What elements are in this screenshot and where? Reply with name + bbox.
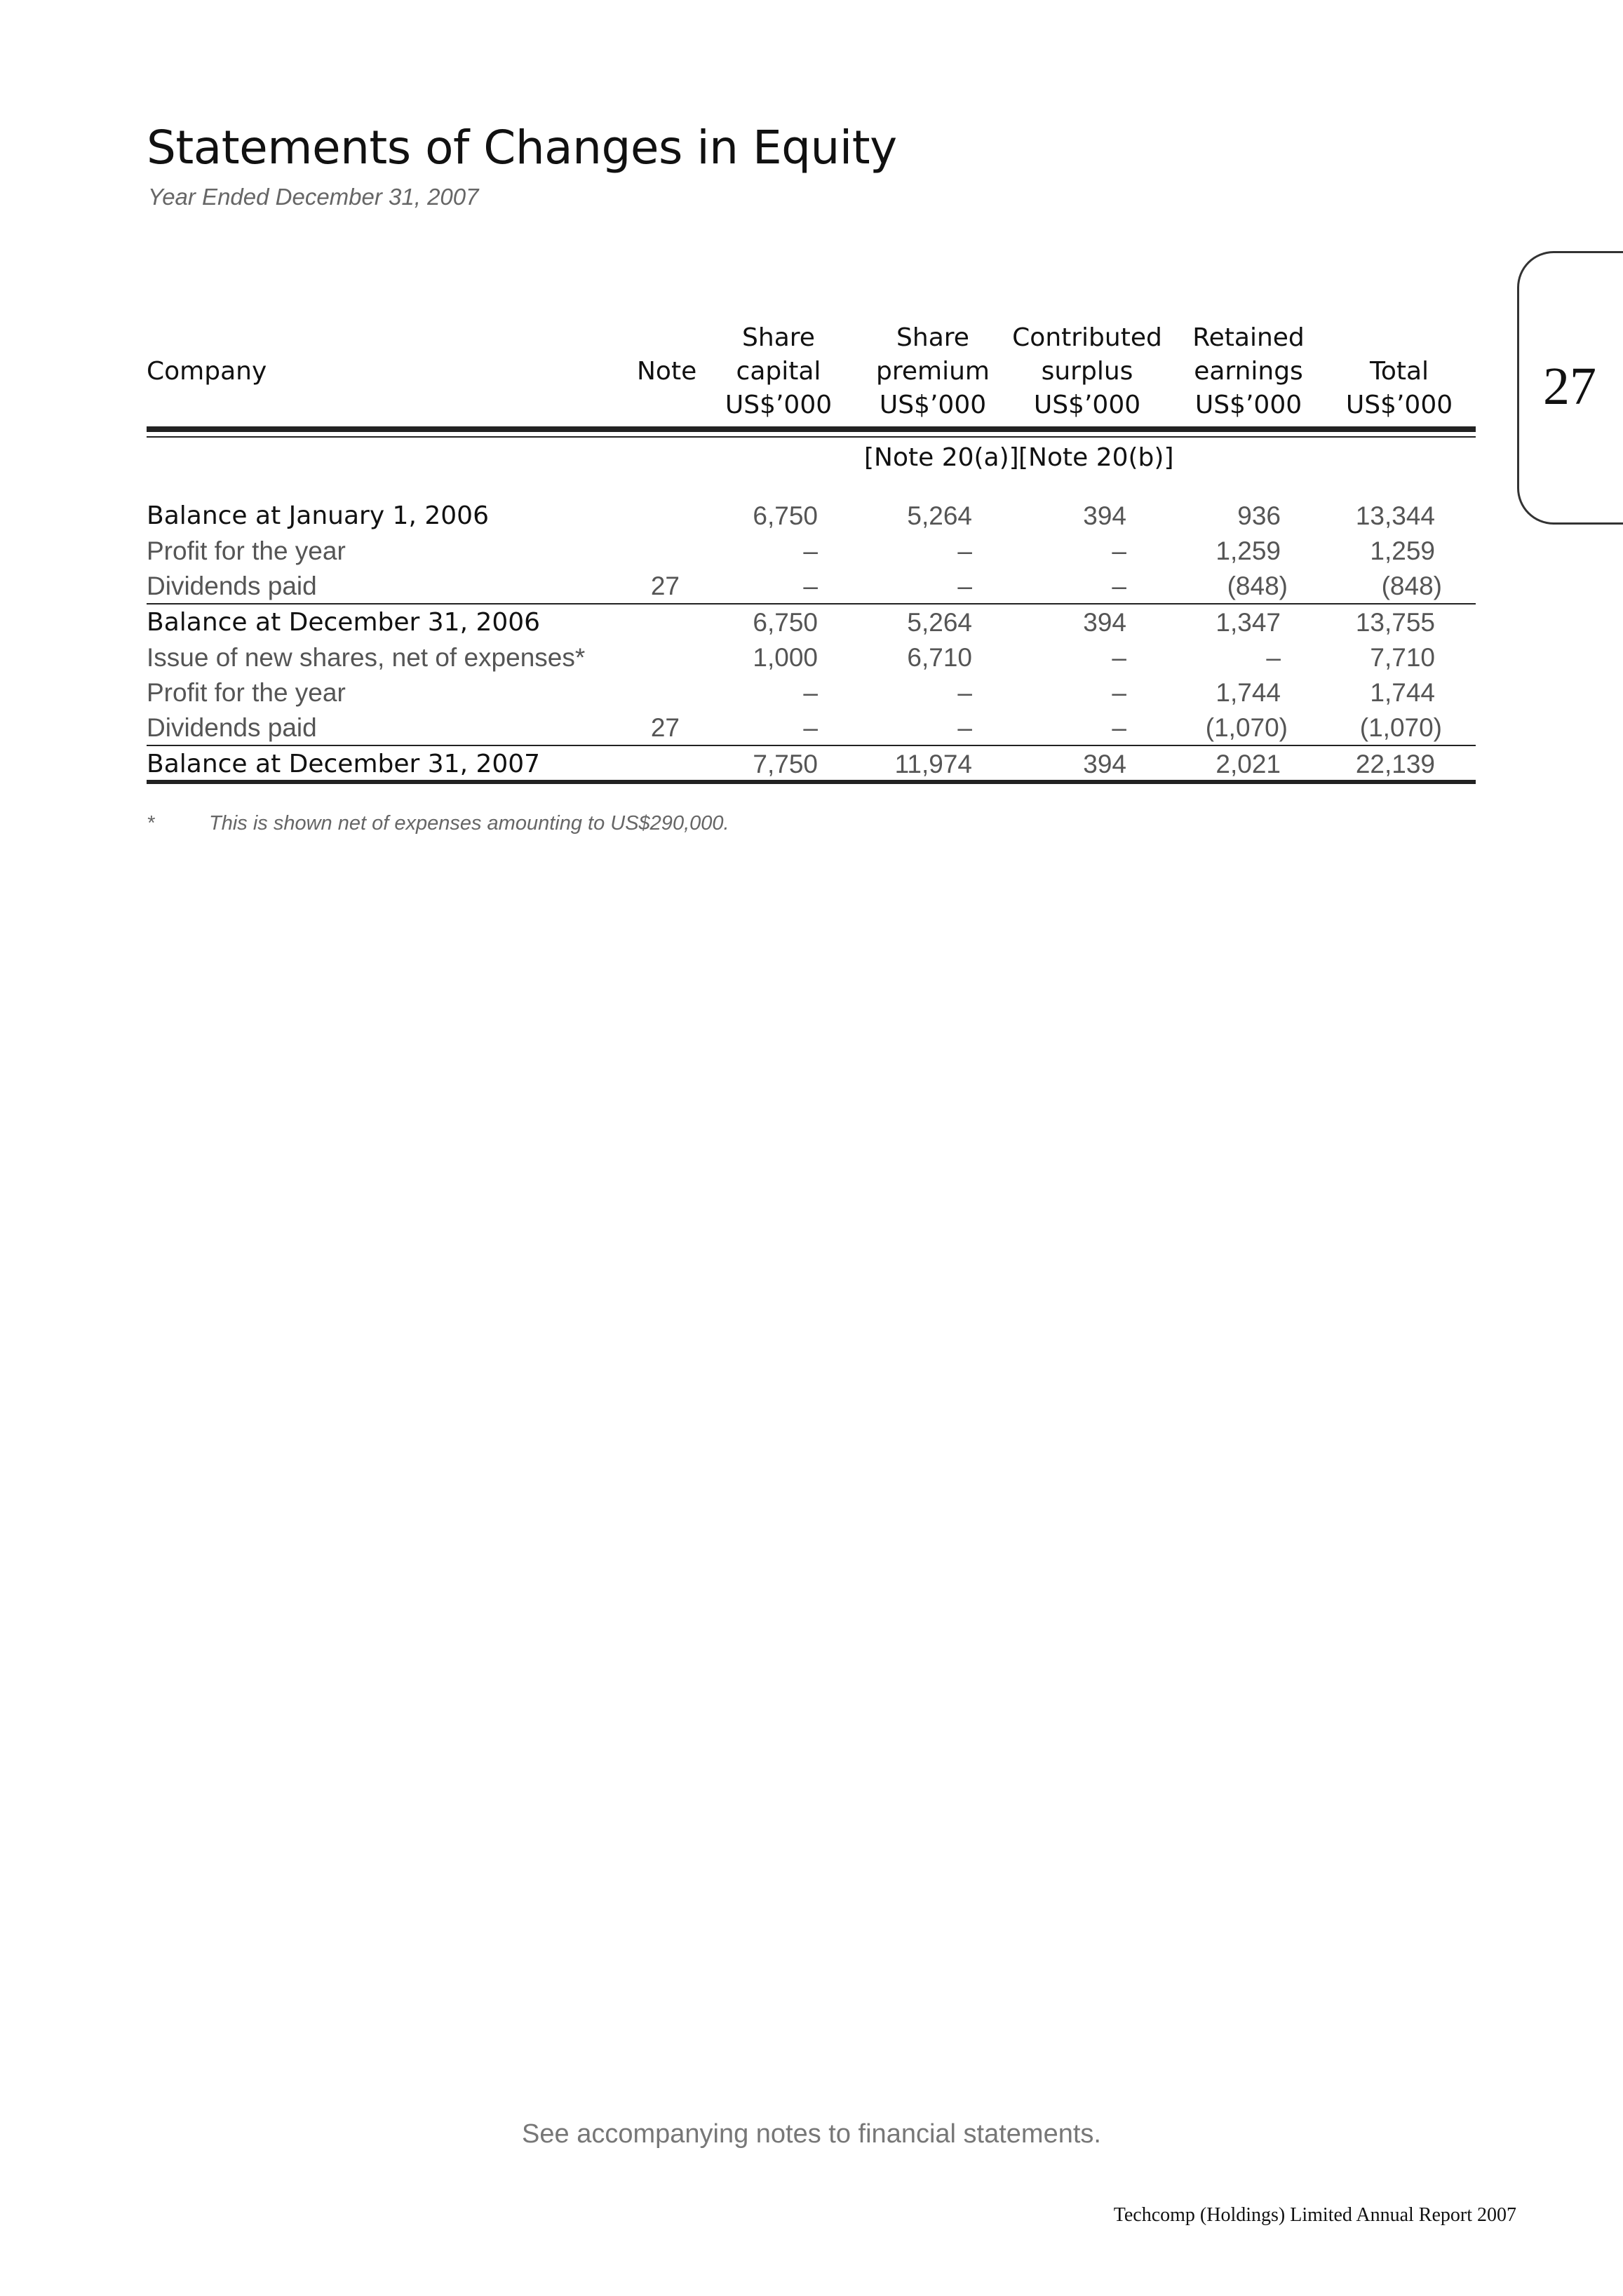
col-header-retained-earnings: Retained earnings US$’000	[1192, 323, 1305, 419]
cell-retained-earnings: 1,744	[1215, 678, 1281, 707]
cell-retained-earnings: 1,347	[1215, 608, 1281, 637]
share-premium-note-ref: [Note 20(a)]	[864, 443, 1019, 472]
footnote-text: This is shown net of expenses amounting to US$290,000.	[209, 812, 729, 835]
cell-total: 13,344	[1355, 501, 1435, 530]
cell-total: 13,755	[1355, 608, 1435, 637]
row-label: Balance at December 31, 2007	[147, 750, 541, 778]
cell-contributed-surplus: 394	[1083, 608, 1126, 637]
cell-share-capital: 7,750	[753, 750, 818, 778]
cell-share-capital: 1,000	[753, 643, 818, 672]
cell-contributed-surplus: 394	[1083, 501, 1126, 530]
cell-contributed-surplus: –	[1112, 678, 1126, 707]
cell-share-premium: 11,974	[894, 750, 972, 778]
cell-retained-earnings: 2,021	[1215, 750, 1281, 778]
cell-total: 7,710	[1370, 643, 1435, 672]
cell-share-premium: 5,264	[907, 501, 972, 530]
col-header-share-capital: Share capital US$’000	[725, 323, 833, 419]
cell-note: 27	[650, 572, 680, 600]
cell-share-premium: 5,264	[907, 608, 972, 637]
cell-share-premium: –	[957, 536, 972, 565]
cell-share-capital: –	[803, 713, 818, 742]
cell-retained-earnings: (1,070)	[1205, 713, 1288, 742]
table-row	[0, 499, 1623, 534]
table-row	[0, 534, 1623, 569]
cell-share-premium: –	[957, 572, 972, 600]
col-header-note: Note	[637, 357, 697, 386]
subtotal-rule-2007	[147, 745, 1476, 746]
row-label: Issue of new shares, net of expenses*	[147, 643, 586, 672]
report-footer: Techcomp (Holdings) Limited Annual Report 2007	[1113, 2204, 1516, 2226]
cell-total: 22,139	[1355, 750, 1435, 778]
cell-note: 27	[650, 713, 680, 742]
row-label: Dividends paid	[147, 572, 317, 600]
cell-retained-earnings: 1,259	[1215, 536, 1281, 565]
cell-contributed-surplus: –	[1112, 536, 1126, 565]
table-row	[0, 710, 1623, 745]
footnote-marker: *	[147, 812, 155, 835]
table-row	[0, 675, 1623, 710]
col-header-company: Company	[147, 357, 267, 386]
page-title: Statements of Changes in Equity	[147, 121, 897, 175]
cell-share-premium: 6,710	[907, 643, 972, 672]
col-header-share-premium: Share premium US$’000	[876, 323, 990, 419]
row-label: Dividends paid	[147, 713, 317, 742]
cell-total: 1,259	[1370, 536, 1435, 565]
cell-total: (848)	[1381, 572, 1442, 600]
page-number: 27	[1543, 357, 1596, 416]
table-row	[0, 640, 1623, 675]
cell-contributed-surplus: –	[1112, 572, 1126, 600]
row-label: Profit for the year	[147, 678, 346, 707]
cell-contributed-surplus: –	[1112, 713, 1126, 742]
header-rule-thin	[147, 436, 1476, 438]
see-notes-text: See accompanying notes to financial statements.	[522, 2119, 1101, 2149]
col-header-contributed-surplus: Contributed surplus US$’000	[1012, 323, 1162, 419]
table-row	[0, 569, 1623, 604]
col-header-total: Total US$’000	[1345, 357, 1453, 419]
header-rule-thick	[147, 426, 1476, 432]
cell-share-capital: –	[803, 572, 818, 600]
cell-retained-earnings: (848)	[1227, 572, 1288, 600]
table-row	[0, 747, 1623, 782]
cell-share-capital: 6,750	[753, 501, 818, 530]
cell-contributed-surplus: –	[1112, 643, 1126, 672]
cell-share-capital: –	[803, 678, 818, 707]
page-subtitle: Year Ended December 31, 2007	[148, 184, 479, 210]
cell-share-premium: –	[957, 713, 972, 742]
cell-total: (1,070)	[1359, 713, 1442, 742]
cell-retained-earnings: –	[1266, 643, 1281, 672]
cell-total: 1,744	[1370, 678, 1435, 707]
cell-retained-earnings: 936	[1237, 501, 1281, 530]
cell-share-capital: 6,750	[753, 608, 818, 637]
subtotal-rule-2006	[147, 603, 1476, 605]
row-label: Balance at January 1, 2006	[147, 501, 489, 530]
row-label: Profit for the year	[147, 536, 346, 565]
cell-contributed-surplus: 394	[1083, 750, 1126, 778]
table-row	[0, 605, 1623, 640]
contributed-surplus-note-ref: [Note 20(b)]	[1018, 443, 1174, 472]
cell-share-premium: –	[957, 678, 972, 707]
row-label: Balance at December 31, 2006	[147, 608, 541, 637]
cell-share-capital: –	[803, 536, 818, 565]
total-rule	[147, 780, 1476, 784]
